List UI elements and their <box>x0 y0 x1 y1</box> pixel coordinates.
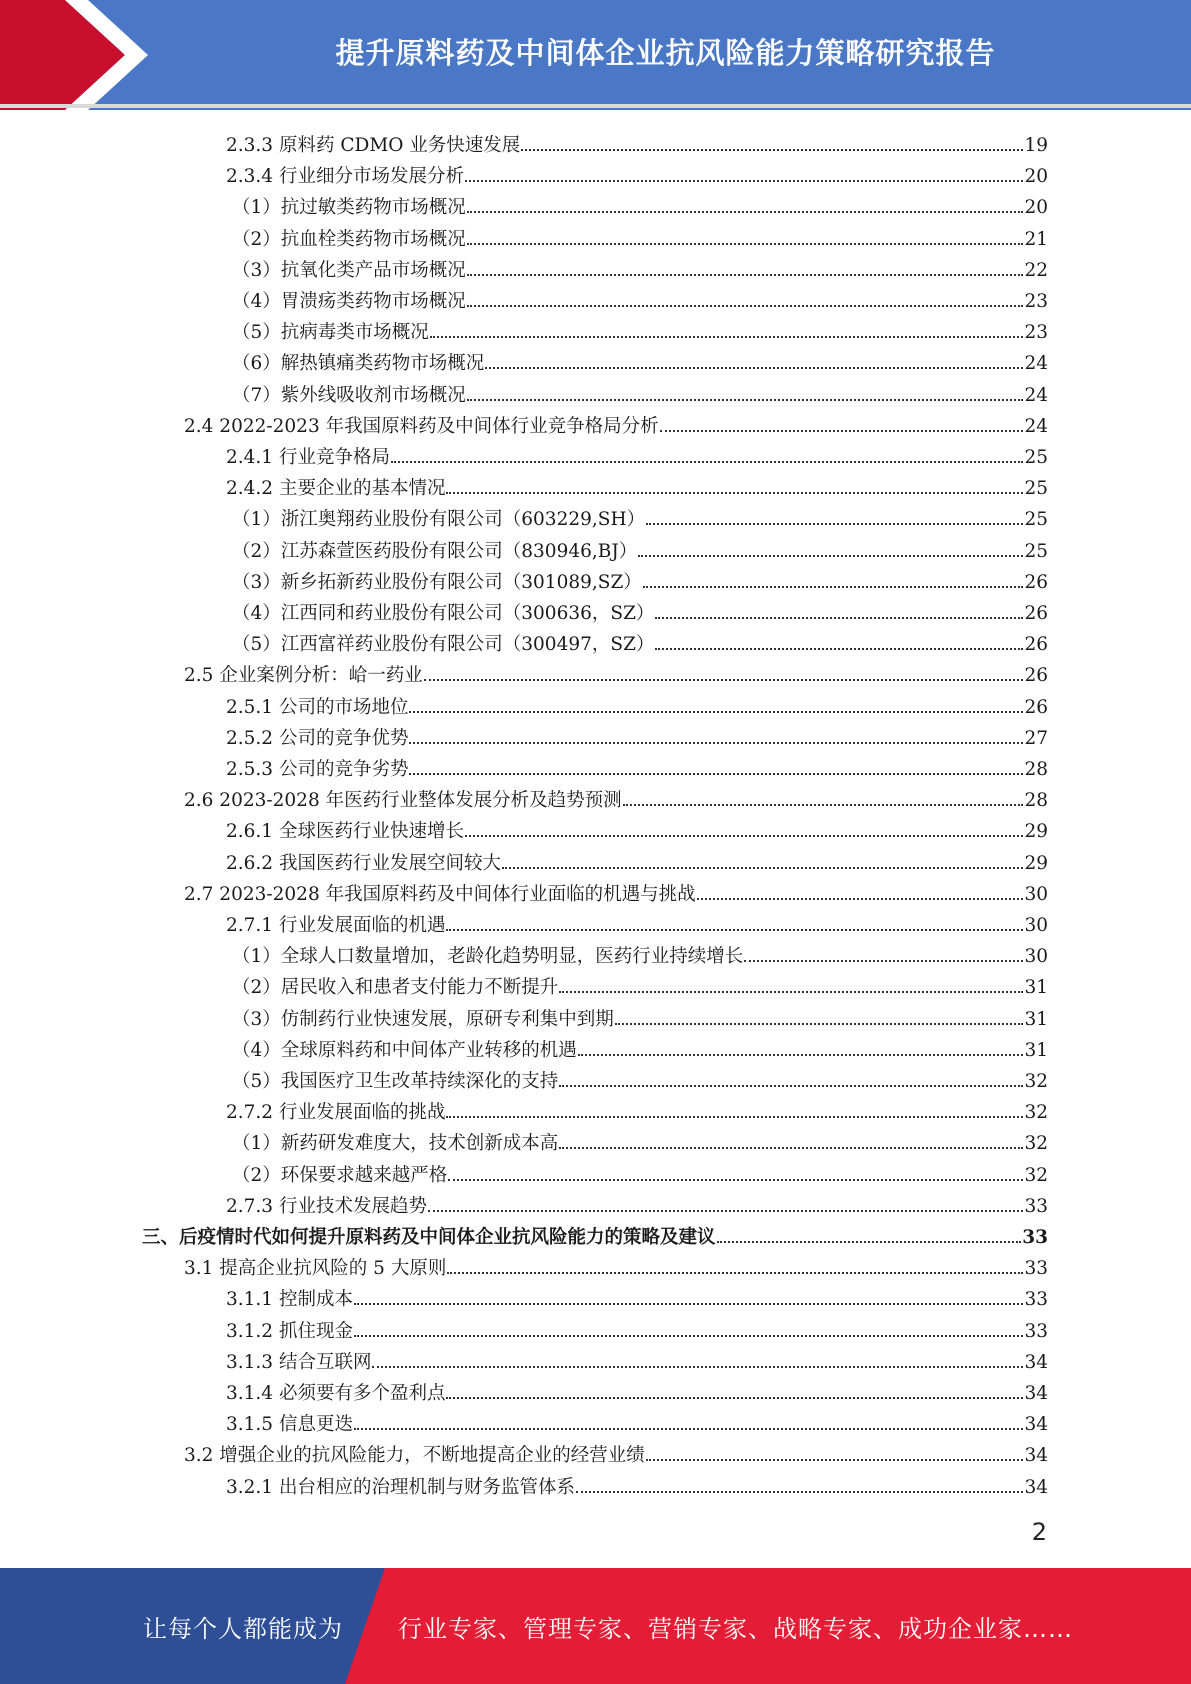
toc-entry[interactable] <box>226 1405 1048 1436</box>
toc-entry[interactable] <box>232 532 1048 563</box>
toc-entry[interactable] <box>232 188 1048 219</box>
toc-entry[interactable] <box>184 656 1048 687</box>
toc-entry-label: 3.1 提高企业抗风险的 5 大原则 <box>184 1258 447 1280</box>
toc-entry-page: 34 <box>1024 1383 1048 1404</box>
toc-leader-dots <box>447 1272 1023 1274</box>
toc-leader-dots <box>697 898 1024 900</box>
toc-entry[interactable] <box>226 844 1048 875</box>
toc-entry-label: （5）我国医疗卫生改革持续深化的支持 <box>232 1071 559 1092</box>
toc-leader-dots <box>430 336 1024 338</box>
toc-leader-dots <box>448 1179 1023 1181</box>
toc-entry-label: （1）浙江奥翔药业股份有限公司（603229,SH） <box>232 509 646 531</box>
toc-entry-page: 34 <box>1024 1445 1048 1467</box>
toc-entry[interactable] <box>232 625 1048 656</box>
toc-entry[interactable] <box>232 376 1048 407</box>
toc-entry-page: 26 <box>1024 696 1048 718</box>
page-number: 2 <box>1031 1518 1047 1546</box>
page-title: 提升原料药及中间体企业抗风险能力策略研究报告 <box>335 35 996 70</box>
toc-entry-label: （3）仿制药行业快速发展，原研专利集中到期 <box>232 1008 614 1030</box>
toc-entry-page: 31 <box>1024 1008 1048 1030</box>
toc-entry[interactable] <box>232 344 1048 375</box>
toc-leader-dots <box>744 960 1023 962</box>
toc-leader-dots <box>578 1054 1024 1056</box>
toc-entry[interactable] <box>232 1124 1048 1155</box>
toc-entry-label: 2.4.2 主要企业的基本情况 <box>226 478 446 500</box>
toc-entry-page: 25 <box>1024 509 1048 531</box>
toc-entry-page: 25 <box>1024 447 1048 468</box>
toc-leader-dots <box>354 1303 1024 1305</box>
toc-entry[interactable] <box>232 313 1048 344</box>
header-arrow-decoration <box>0 0 160 110</box>
toc-entry-label: 2.4.1 行业竞争格局 <box>226 447 390 468</box>
toc-entry-label: （4）江西同和药业股份有限公司（300636，SZ） <box>232 603 655 624</box>
toc-entry-page: 27 <box>1024 727 1048 749</box>
toc-entry-label: 2.4 2022-2023 年我国原料药及中间体行业竞争格局分析 <box>184 415 659 437</box>
toc-entry-label: 3.2.1 出台相应的治理机制与财务监管体系 <box>226 1476 575 1498</box>
toc-leader-dots <box>660 430 1024 432</box>
toc-entry-page: 25 <box>1024 478 1048 500</box>
toc-entry[interactable] <box>142 1218 1048 1249</box>
toc-leader-dots <box>521 149 1023 151</box>
toc-entry[interactable] <box>226 1312 1048 1343</box>
toc-entry[interactable] <box>226 469 1048 500</box>
toc-entry-page: 25 <box>1024 540 1048 562</box>
toc-leader-dots <box>354 1428 1024 1430</box>
toc-leader-dots <box>485 367 1023 369</box>
toc-entry[interactable] <box>226 1187 1048 1218</box>
toc-leader-dots <box>409 773 1023 775</box>
toc-entry-label: （2）居民收入和患者支付能力不断提升 <box>232 977 559 999</box>
toc-leader-dots <box>467 274 1024 276</box>
toc-leader-dots <box>428 1210 1023 1212</box>
toc-entry-page: 23 <box>1024 322 1048 344</box>
toc-entry-label: 3.1.2 抓住现金 <box>226 1320 353 1342</box>
toc-entry-label: （4）胃溃疡类药物市场概况 <box>232 291 466 312</box>
toc-entry-page: 24 <box>1024 353 1048 375</box>
toc-entry-page: 33 <box>1024 1289 1048 1311</box>
toc-entry-page: 29 <box>1024 821 1048 843</box>
toc-entry-page: 30 <box>1024 946 1048 968</box>
toc-entry-page: 33 <box>1022 1227 1048 1248</box>
toc-leader-dots <box>446 1397 1023 1399</box>
toc-entry[interactable] <box>184 875 1048 906</box>
toc-entry-page: 20 <box>1024 197 1048 219</box>
toc-entry-page: 28 <box>1024 759 1048 780</box>
toc-entry-label: 3.2 增强企业的抗风险能力，不断地提高企业的经营业绩 <box>184 1445 645 1467</box>
toc-entry[interactable] <box>226 1280 1048 1311</box>
toc-entry-label: 2.7.1 行业发展面临的机遇 <box>226 915 446 936</box>
toc-leader-dots <box>623 804 1024 806</box>
toc-entry-label: 2.7 2023-2028 年我国原料药及中间体行业面临的机遇与挑战 <box>184 883 696 905</box>
toc-leader-dots <box>409 711 1023 713</box>
toc-entry[interactable] <box>226 906 1048 937</box>
toc-entry-label: 2.7.2 行业发展面临的挑战 <box>226 1102 446 1124</box>
toc-entry-label: （3）新乡拓新药业股份有限公司（301089,SZ） <box>232 571 642 593</box>
toc-entry-label: （1）新药研发难度大，技术创新成本高 <box>232 1133 559 1155</box>
toc-entry[interactable] <box>232 251 1048 282</box>
toc-entry-page: 33 <box>1024 1195 1048 1217</box>
footer-slogan-left: 让每个人都能成为 <box>143 1614 343 1643</box>
toc-entry[interactable] <box>226 438 1048 469</box>
toc-entry-label: 2.3.3 原料药 CDMO 业务快速发展 <box>226 135 521 156</box>
toc-entry[interactable] <box>184 781 1048 812</box>
toc-entry-label: 三、后疫情时代如何提升原料药及中间体企业抗风险能力的策略及建议 <box>142 1227 716 1248</box>
toc-leader-dots <box>465 180 1023 182</box>
toc-entry-label: 2.6 2023-2028 年医药行业整体发展分析及趋势预测 <box>184 790 622 812</box>
toc-leader-dots <box>424 679 1024 681</box>
toc-entry-page: 34 <box>1024 1476 1048 1498</box>
toc-leader-dots <box>467 399 1024 401</box>
toc-entry-page: 28 <box>1024 790 1048 812</box>
toc-entry-label: 2.6.2 我国医药行业发展空间较大 <box>226 852 501 874</box>
toc-entry[interactable] <box>232 282 1048 313</box>
toc-leader-dots <box>467 211 1024 213</box>
toc-entry[interactable] <box>226 812 1048 843</box>
toc-leader-dots <box>502 867 1023 869</box>
toc-entry-page: 33 <box>1024 1320 1048 1342</box>
toc-entry[interactable] <box>232 1000 1048 1031</box>
toc-entry[interactable] <box>226 1468 1048 1499</box>
toc-entry-page: 24 <box>1024 415 1048 437</box>
toc-entry[interactable] <box>232 968 1048 999</box>
toc-leader-dots <box>465 835 1023 837</box>
toc-entry-label: （2）抗血栓类药物市场概况 <box>232 228 466 250</box>
toc-leader-dots <box>559 991 1023 993</box>
toc-leader-dots <box>655 648 1023 650</box>
toc-entry-page: 26 <box>1024 665 1048 687</box>
toc-entry-label: 3.1.4 必须要有多个盈利点 <box>226 1383 446 1404</box>
toc-entry[interactable] <box>226 688 1048 719</box>
toc-leader-dots <box>576 1491 1023 1493</box>
toc-entry-label: （1）全球人口数量增加，老龄化趋势明显，医药行业持续增长 <box>232 946 744 968</box>
toc-entry-page: 21 <box>1024 228 1048 250</box>
toc-entry[interactable] <box>184 407 1048 438</box>
toc-entry-label: 2.5.3 公司的竞争劣势 <box>226 759 409 780</box>
toc-entry-label: （6）解热镇痛类药物市场概况 <box>232 353 485 375</box>
page-header <box>0 0 1191 110</box>
toc-entry-page: 32 <box>1024 1164 1048 1186</box>
toc-entry-page: 32 <box>1024 1102 1048 1124</box>
toc-entry[interactable] <box>232 1156 1048 1187</box>
toc-entry[interactable] <box>232 1031 1048 1062</box>
toc-entry[interactable] <box>226 126 1048 157</box>
toc-entry-label: （5）抗病毒类市场概况 <box>232 322 429 344</box>
toc-entry[interactable] <box>232 594 1048 625</box>
toc-entry-page: 26 <box>1024 603 1048 624</box>
toc-entry-label: （4）全球原料药和中间体产业转移的机遇 <box>232 1039 577 1061</box>
toc-leader-dots <box>391 461 1023 463</box>
toc-entry-label: 2.5.2 公司的竞争优势 <box>226 727 409 749</box>
toc-leader-dots <box>615 1023 1024 1025</box>
toc-entry-label: 2.3.4 行业细分市场发展分析 <box>226 166 464 188</box>
toc-leader-dots <box>655 617 1023 619</box>
toc-entry-label: （7）紫外线吸收剂市场概况 <box>232 384 466 406</box>
toc-entry-page: 34 <box>1024 1351 1048 1373</box>
toc-entry[interactable] <box>226 750 1048 781</box>
toc-entry-page: 23 <box>1024 291 1048 312</box>
toc-entry-label: 2.6.1 全球医药行业快速增长 <box>226 821 464 843</box>
toc-entry[interactable] <box>226 1093 1048 1124</box>
toc-entry-label: 2.5.1 公司的市场地位 <box>226 696 409 718</box>
toc-leader-dots <box>638 555 1023 557</box>
page-footer <box>0 1568 1191 1684</box>
toc-leader-dots <box>446 1116 1023 1118</box>
toc-entry[interactable] <box>232 500 1048 531</box>
toc-entry[interactable] <box>226 1374 1048 1405</box>
toc-leader-dots <box>467 243 1024 245</box>
toc-entry-label: （2）江苏森萱医药股份有限公司（830946,BJ） <box>232 540 638 562</box>
toc-entry-page: 31 <box>1024 977 1048 999</box>
toc-entry[interactable] <box>232 1062 1048 1093</box>
toc-entry-label: （2）环保要求越来越严格 <box>232 1164 448 1186</box>
toc-entry[interactable] <box>232 937 1048 968</box>
toc-leader-dots <box>559 1085 1023 1087</box>
toc-entry-page: 26 <box>1024 571 1048 593</box>
toc-leader-dots <box>446 492 1023 494</box>
toc-entry-label: 2.7.3 行业技术发展趋势 <box>226 1195 427 1217</box>
toc-leader-dots <box>646 1459 1024 1461</box>
toc-entry-page: 22 <box>1024 259 1048 281</box>
toc-entry-page: 20 <box>1024 166 1048 188</box>
toc-entry-page: 32 <box>1024 1133 1048 1155</box>
toc-entry[interactable] <box>232 220 1048 251</box>
toc-entry[interactable] <box>226 719 1048 750</box>
toc-entry-page: 19 <box>1024 135 1048 156</box>
footer-slogan-right: 行业专家、管理专家、营销专家、战略专家、成功企业家…… <box>398 1614 1073 1643</box>
header-divider <box>0 104 1191 108</box>
toc-leader-dots <box>467 305 1024 307</box>
toc-entry[interactable] <box>226 157 1048 188</box>
toc-leader-dots <box>559 1147 1023 1149</box>
toc-entry-page: 34 <box>1024 1414 1048 1436</box>
toc-entry-label: 3.1.1 控制成本 <box>226 1289 353 1311</box>
toc-entry-page: 30 <box>1024 883 1048 905</box>
toc-entry-page: 29 <box>1024 852 1048 874</box>
toc-leader-dots <box>354 1335 1024 1337</box>
toc-entry[interactable] <box>184 1249 1048 1280</box>
toc-entry[interactable] <box>184 1436 1048 1467</box>
toc-leader-dots <box>646 523 1023 525</box>
toc-leader-dots <box>643 586 1024 588</box>
toc-entry[interactable] <box>226 1343 1048 1374</box>
toc-entry-label: （1）抗过敏类药物市场概况 <box>232 197 466 219</box>
toc-entry-page: 24 <box>1024 384 1048 406</box>
toc-entry-label: 2.5 企业案例分析：峆一药业 <box>184 665 423 687</box>
toc-entry-label: （5）江西富祥药业股份有限公司（300497，SZ） <box>232 634 655 656</box>
toc-entry-label: 3.1.3 结合互联网 <box>226 1351 372 1373</box>
toc-leader-dots <box>446 929 1023 931</box>
toc-entry-page: 33 <box>1024 1258 1048 1280</box>
toc-entry-page: 26 <box>1024 634 1048 656</box>
toc-entry[interactable] <box>232 563 1048 594</box>
toc-leader-dots <box>409 742 1023 744</box>
toc-entry-page: 32 <box>1024 1071 1048 1092</box>
toc-entry-label: 3.1.5 信息更迭 <box>226 1414 353 1436</box>
toc-entry-page: 31 <box>1024 1039 1048 1061</box>
toc-leader-dots <box>372 1366 1023 1368</box>
toc-entry-label: （3）抗氧化类产品市场概况 <box>232 259 466 281</box>
toc-leader-dots <box>717 1241 1022 1243</box>
toc-entry-page: 30 <box>1024 915 1048 936</box>
